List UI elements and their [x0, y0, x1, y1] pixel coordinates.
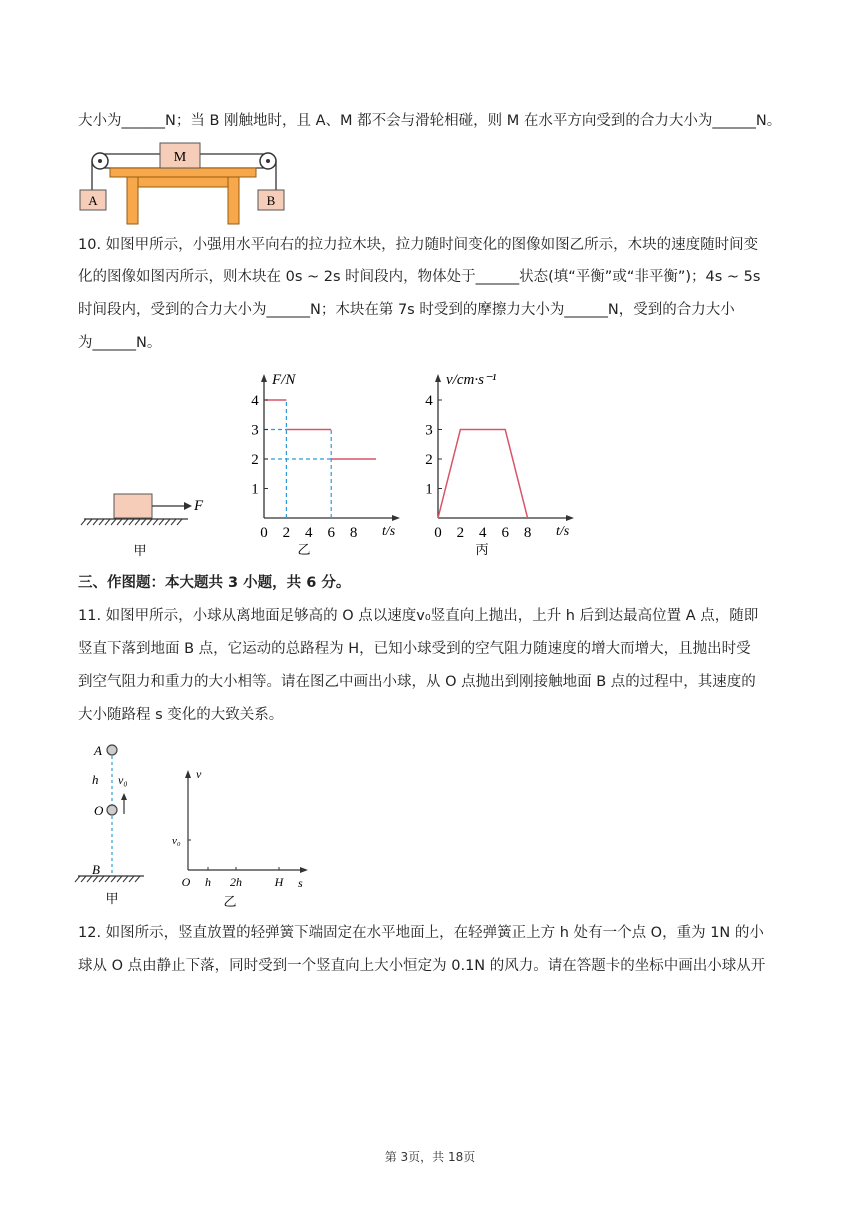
yi-xtick-label: 0	[260, 525, 268, 541]
fig11-yi-axes	[172, 762, 316, 910]
pulley-figure	[78, 138, 288, 230]
yi-xtick-label: 4	[305, 525, 313, 541]
h-label: h	[92, 772, 99, 787]
point-a-label: A	[94, 743, 102, 758]
text-line-11: 球从 O 点由静止下落，同时受到一个竖直向上大小恒定为 0.1N 的风力。请在答题卡的坐标中画出小球从开	[78, 958, 766, 974]
text-line-5: 为______N。	[78, 335, 162, 351]
bing-xtick-label: 4	[479, 525, 487, 541]
caption-yi: 乙	[297, 543, 311, 558]
bing-xtick-label: 8	[523, 525, 532, 541]
bing-xtick-label: 2	[456, 525, 465, 541]
yi-ytick-label: 3	[251, 422, 259, 439]
text-line-3: 化的图像如图丙所示，则木块在 0s ~ 2s 时间段内，物体处于______状态(填“平衡”或“非平衡”)；4s ~ 5s	[78, 269, 761, 285]
yi-ylabel: F/N	[272, 372, 296, 388]
tick-s-H: H	[274, 875, 284, 889]
text-line-9: 大小随路程 s 变化的大致关系。	[78, 707, 284, 723]
yi-ytick-label: 2	[251, 452, 259, 468]
text-line-7: 竖直下落到地面 B 点，它运动的总路程为 H，已知小球受到的空气阻力随速度的增大而增大，且抛出时受	[78, 641, 751, 657]
text-line-8: 到空气阻力和重力的大小相等。请在图乙中画出小球，从 O 点抛出到刚接触地面 B 点的过程中，其速度的	[78, 674, 756, 690]
bing-xtick-label: 6	[501, 525, 509, 541]
wood-block	[114, 494, 152, 518]
bing-ytick-label: 3	[425, 422, 433, 439]
bing-ytick-label: 4	[425, 393, 433, 409]
point-b-label: B	[92, 862, 100, 877]
bing-series-line	[438, 430, 528, 519]
caption-jia: 甲	[133, 544, 147, 559]
fig10-jia	[78, 488, 218, 560]
text-line-2: 10. 如图甲所示，小强用水平向右的拉力拉木块，拉力随时间变化的图像如图乙所示，木块的速度随时间变	[78, 237, 759, 253]
text-line-6: 11. 如图甲所示，小球从离地面足够高的 O 点以速度v₀竖直向上抛出，上升 h 后到达最高位置 A 点，随即	[78, 608, 759, 624]
block-b-label: B	[266, 193, 276, 208]
bing-ytick-label: 2	[425, 452, 433, 468]
bing-ytick-label: 1	[425, 481, 433, 498]
table-top	[110, 168, 256, 177]
tick-s-h: h	[205, 875, 211, 889]
ball-a	[107, 745, 117, 755]
tick-s-2h: 2h	[230, 875, 242, 889]
axis-v-label: v	[196, 767, 202, 781]
bing-xtick-label: 0	[434, 525, 442, 541]
chart-velocity-time	[414, 366, 594, 560]
chart-force-time	[240, 366, 420, 560]
block-a-label: A	[88, 193, 98, 208]
caption-11-jia: 甲	[105, 892, 119, 907]
caption-bing: 丙	[475, 543, 489, 558]
bing-ylabel: v/cm·s⁻¹	[446, 372, 497, 388]
yi-ytick-label: 4	[251, 393, 259, 409]
caption-11-yi: 乙	[223, 895, 237, 910]
page-footer: 第 3页，共 18页	[384, 1150, 476, 1164]
block-m-label: M	[173, 150, 187, 165]
text-line-4: 时间段内，受到的合力大小为______N；木块在第 7s 时受到的摩擦力大小为______N，受到的合力大小	[78, 302, 735, 318]
ball-o	[107, 805, 117, 815]
fig11-jia	[78, 738, 158, 908]
yi-xtick-label: 8	[349, 525, 358, 541]
tick-s-o: O	[181, 875, 191, 889]
force-f-label: F	[194, 498, 204, 514]
yi-xtick-label: 6	[327, 525, 335, 541]
yi-ytick-label: 1	[251, 481, 259, 498]
point-o-label: O	[94, 803, 104, 818]
tick-v0: v₀	[172, 835, 181, 847]
section-heading: 三、作图题：本大题共 3 小题，共 6 分。	[78, 575, 351, 591]
v0-label: v₀	[118, 773, 128, 787]
text-line-10: 12. 如图所示，竖直放置的轻弹簧下端固定在水平地面上，在轻弹簧正上方 h 处有一个点 O，重为 1N 的小	[78, 925, 764, 941]
text-line-1: 大小为______N；当 B 刚触地时，且 A、M 都不会与滑轮相碰，则 M 在水平方向受到的合力大小为______N。	[78, 113, 782, 129]
yi-xtick-label: 2	[282, 525, 291, 541]
yi-xlabel: t/s	[382, 524, 396, 539]
axis-s-label: s	[298, 876, 303, 890]
bing-xlabel: t/s	[556, 524, 570, 539]
